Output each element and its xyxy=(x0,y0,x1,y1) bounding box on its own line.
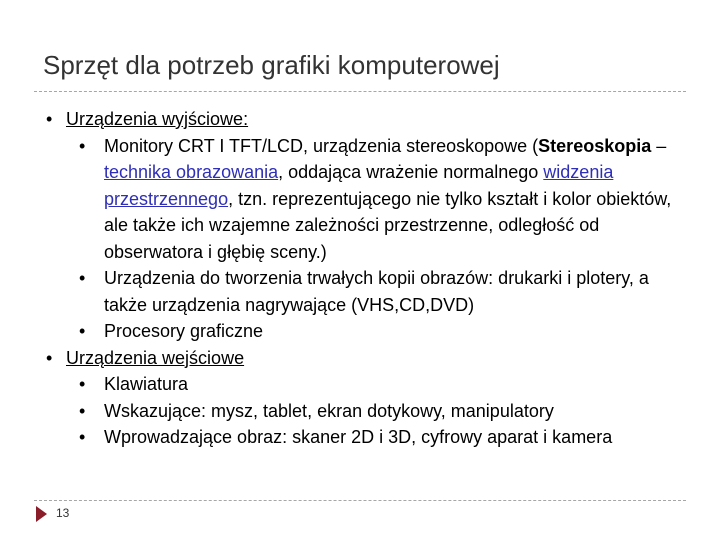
monitors-intro: Monitory CRT I TFT/LCD, urządzenia stereoskopowe ( xyxy=(104,135,539,156)
bullet-icon: • xyxy=(46,109,53,129)
image-input-devices-text: Wprowadzające obraz: skaner 2D i 3D, cyfrowy aparat i kamera xyxy=(104,427,613,447)
list-item-keyboard xyxy=(40,371,690,398)
spatial-vision-link[interactable]: widzenia przestrzennego xyxy=(104,162,614,209)
bullet-icon: • xyxy=(79,321,86,341)
bullet-icon: • xyxy=(79,427,86,447)
list-item-monitors xyxy=(40,133,690,266)
bullet-icon: • xyxy=(79,268,86,288)
page-number: 13 xyxy=(56,506,70,520)
list-item-hard-copy-devices xyxy=(40,265,690,318)
keyboard-text: Klawiatura xyxy=(104,374,189,394)
list-item-image-input-devices xyxy=(40,424,690,451)
input-devices-heading: Urządzenia wejściowe xyxy=(66,347,245,368)
pointing-devices-text: Wskazujące: mysz, tablet, ekran dotykowy, manipulatory xyxy=(104,400,554,421)
hard-copy-devices-text: Urządzenia do tworzenia trwałych kopii obrazów: drukarki i plotery, a także urządzenia nagrywające (VHS,CD,DVD) xyxy=(104,268,649,315)
list-item-gpus xyxy=(40,318,690,345)
monitors-dash: – xyxy=(651,135,667,156)
list-item-input-devices xyxy=(40,345,690,372)
bullet-icon: • xyxy=(79,374,86,394)
bullet-icon: • xyxy=(79,135,86,156)
arrow-right-icon xyxy=(36,506,47,522)
bullet-icon: • xyxy=(79,400,86,421)
footer-divider xyxy=(34,500,686,501)
stereoscopy-term: Stereoskopia xyxy=(538,135,652,156)
monitors-rest: , tzn. reprezentującego nie tylko kształt i kolor obiektów, ale także ich wzajemne zależności przestrzenne, odległość od obserwatora i głębię sceny.) xyxy=(104,188,672,262)
list-item-output-devices xyxy=(40,106,690,133)
monitors-middle: , oddająca wrażenie normalnego xyxy=(278,162,544,182)
bullet-icon: • xyxy=(46,347,53,368)
gpus-text: Procesory graficzne xyxy=(104,321,264,341)
list-item-pointing-devices xyxy=(40,398,690,425)
title-divider xyxy=(34,91,686,92)
output-devices-heading: Urządzenia wyjściowe: xyxy=(66,109,249,129)
slide-content xyxy=(40,106,690,451)
imaging-technique-link[interactable]: technika obrazowania xyxy=(104,162,279,182)
slide-title: Sprzęt dla potrzeb grafiki komputerowej xyxy=(43,50,500,80)
